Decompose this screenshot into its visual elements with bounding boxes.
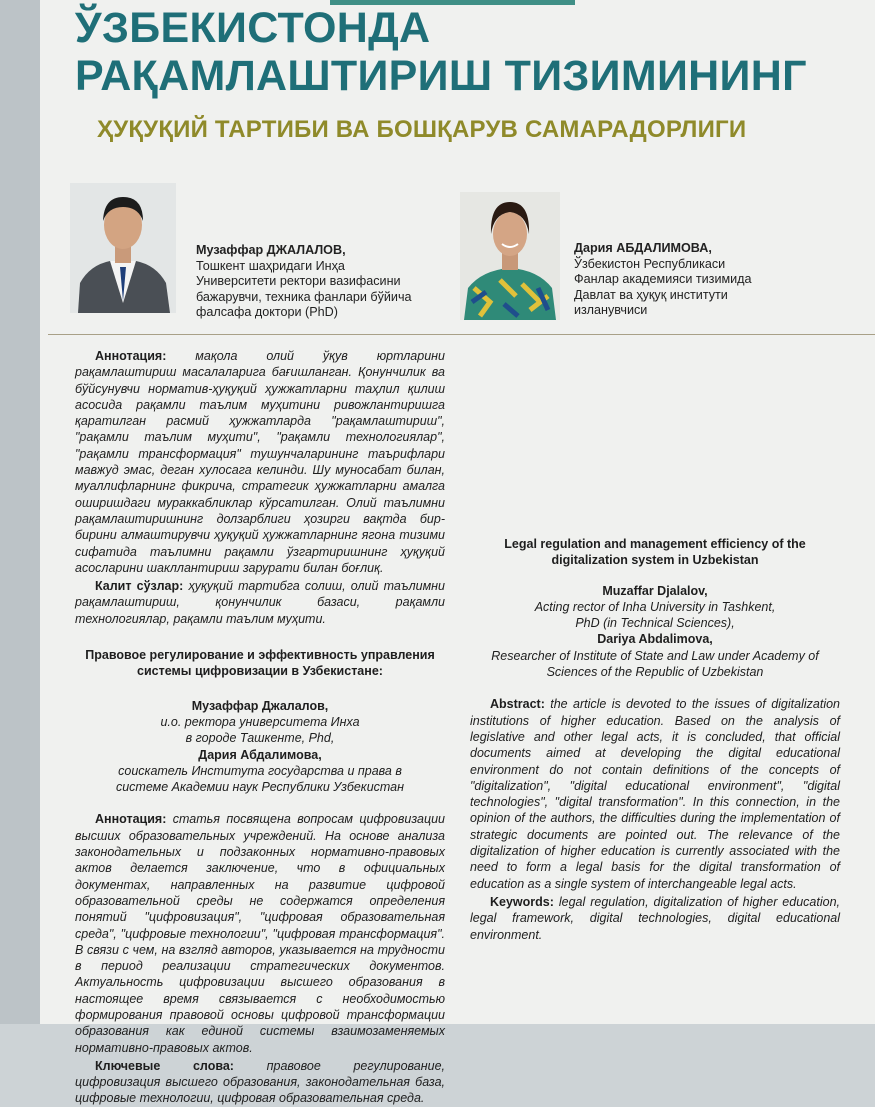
author-1-line: бажарувчи, техника фанлари бўйича bbox=[196, 289, 412, 304]
title-line-1: ЎЗБЕКИСТОНДА bbox=[75, 4, 431, 52]
en-abstract: Abstract: the article is devoted to the issues of digitalization institutions of higher education. Based on the analysis of legislative and other legal acts, it is concluded, that official documents aimed at developing the digital educational environment do not contain definitions of the concepts of "digitalization", "digital educational environment", "digital technologies", "digital transformation". In this connection, in the opinion of the authors, the difficulties during the implementation of strategic documents are pointed out. The relevance of the digitalization of higher education is currently associated with the need to form a legal basis for the digital transformation of education as a single system of interchangeable legal acts. bbox=[470, 697, 840, 891]
en-keywords: Keywords: legal regulation, digitalization of higher education, legal framework, digital technologies, digital educational environment. bbox=[470, 894, 840, 942]
author-1-line: фалсафа доктори (PhD) bbox=[196, 305, 338, 319]
title-line-2: РАҚАМЛАШТИРИШ ТИЗИМИНИНГ bbox=[75, 52, 807, 100]
uz-keywords: Калит сўзлар: ҳуқуқий тартибга солиш, олий таълимни рақамлаштириш, қонунчилик базаси, рақамли технологиялар, рақамли таълим муҳити. bbox=[75, 579, 445, 626]
author-1-info bbox=[196, 243, 412, 321]
author-1-photo bbox=[70, 183, 176, 313]
author-1-name: Музаффар ДЖАЛАЛОВ, bbox=[196, 243, 346, 257]
ru-keywords: Ключевые слова: правовое регулирование, цифровизация высшего образования, законодательная база, цифровые технологии, цифровая образовательная среда. bbox=[75, 1058, 445, 1106]
ru-author-1-name: Музаффар Джалалов, bbox=[191, 698, 329, 713]
author-2-line: изланувчиси bbox=[574, 303, 648, 317]
right-column bbox=[470, 536, 840, 943]
author-2-info bbox=[574, 241, 752, 319]
ru-authors: Музаффар Джалалов, и.о. ректора университета Инха в городе Ташкенте, Phd, Дария Абдалимова, соискатель Института государства и права в системе Академии наук Республики Узбекистан bbox=[75, 698, 445, 796]
en-heading: Legal regulation and management efficiency of the digitalization system in Uzbekistan bbox=[504, 537, 806, 568]
en-authors: Muzaffar Djalalov, Acting rector of Inha University in Tashkent, PhD (in Technical Sciences), Dariya Abdalimova, Researcher of Institute of State and Law under Academy of Sciences of the Republic of Uzbekistan bbox=[470, 583, 840, 681]
header-divider bbox=[48, 334, 875, 335]
en-author-2-name: Dariya Abdalimova, bbox=[597, 632, 713, 647]
author-2-line: Ўзбекистон Республикаси bbox=[574, 256, 726, 271]
uz-annotation: Аннотация: мақола олий ўқув юртларини рақамлаштириш масалаларига бағишланган. Қонунчилик ва бўйсунувчи норматив-ҳуқуқий ҳужжатларни таҳлил қилиш асосида рақамли таълим муҳитини ривожлантиришга қаратилган расмий ҳужжатларда "рақамлаштириш", "рақамли таълим муҳити", "рақамли технологиялар", "рақамли трансформация" тушунчаларининг таърифлари мавжуд эмас, деган хулосага келинди. Шу муносабат билан, муаллифларнинг фикрича, стратегик ҳужжатларни амалга оширишдаги мураккабликлар кўрсатилган. Олий таълимни рақамлаштиришнинг долзарблиги ҳозирги вақтда бир-бирини алмаштирувчи ҳуқуқий ҳужжатларнинг ягона тизими сифатида таълимни рақамли ўзгартиришнинг ҳуқуқий асосларини шакллантириш зарурати билан боғлиқ. bbox=[75, 349, 445, 575]
en-author-1-name: Muzaffar Djalalov, bbox=[602, 583, 708, 598]
author-2-photo bbox=[460, 192, 560, 320]
author-1-line: Университети ректори вазифасини bbox=[196, 274, 401, 288]
ru-annotation: Аннотация: статья посвящена вопросам цифровизации высших образовательных учреждений. На основе анализа законодательных и подзаконных нормативно-правовых актов делается заключение, что в официальных документах, направленных на развитие цифровой образовательной среды не содержатся определения понятий "цифровизация", "цифровая образовательная среда", "цифровые технологии", "цифровая трансформация". В связи с чем, на взгляд авторов, указывается на трудности в период реализации стратегических документов. Актуальность цифровизации высшего образования в настоящее время связывается с необходимостью формирования правовой основы цифровой трансформации образования как единой системы взаимозаменяемых нормативно-правовых актов. bbox=[75, 812, 445, 1055]
left-page-edge bbox=[0, 0, 40, 1024]
ru-heading: Правовое регулирование и эффективность управления системы цифровизации в Узбекистане: bbox=[85, 648, 435, 679]
left-column bbox=[75, 348, 445, 1107]
author-2-line: Давлат ва ҳуқуқ институти bbox=[574, 287, 728, 302]
author-2-line: Фанлар академияси тизимида bbox=[574, 272, 752, 286]
subtitle: ҲУҚУҚИЙ ТАРТИБИ ВА БОШҚАРУВ САМАРАДОРЛИГИ bbox=[97, 116, 747, 143]
author-2-name: Дария АБДАЛИМОВА, bbox=[574, 241, 712, 255]
ru-author-2-name: Дария Абдалимова, bbox=[198, 747, 322, 762]
author-1-line: Тошкент шаҳридаги Инҳа bbox=[196, 258, 345, 273]
